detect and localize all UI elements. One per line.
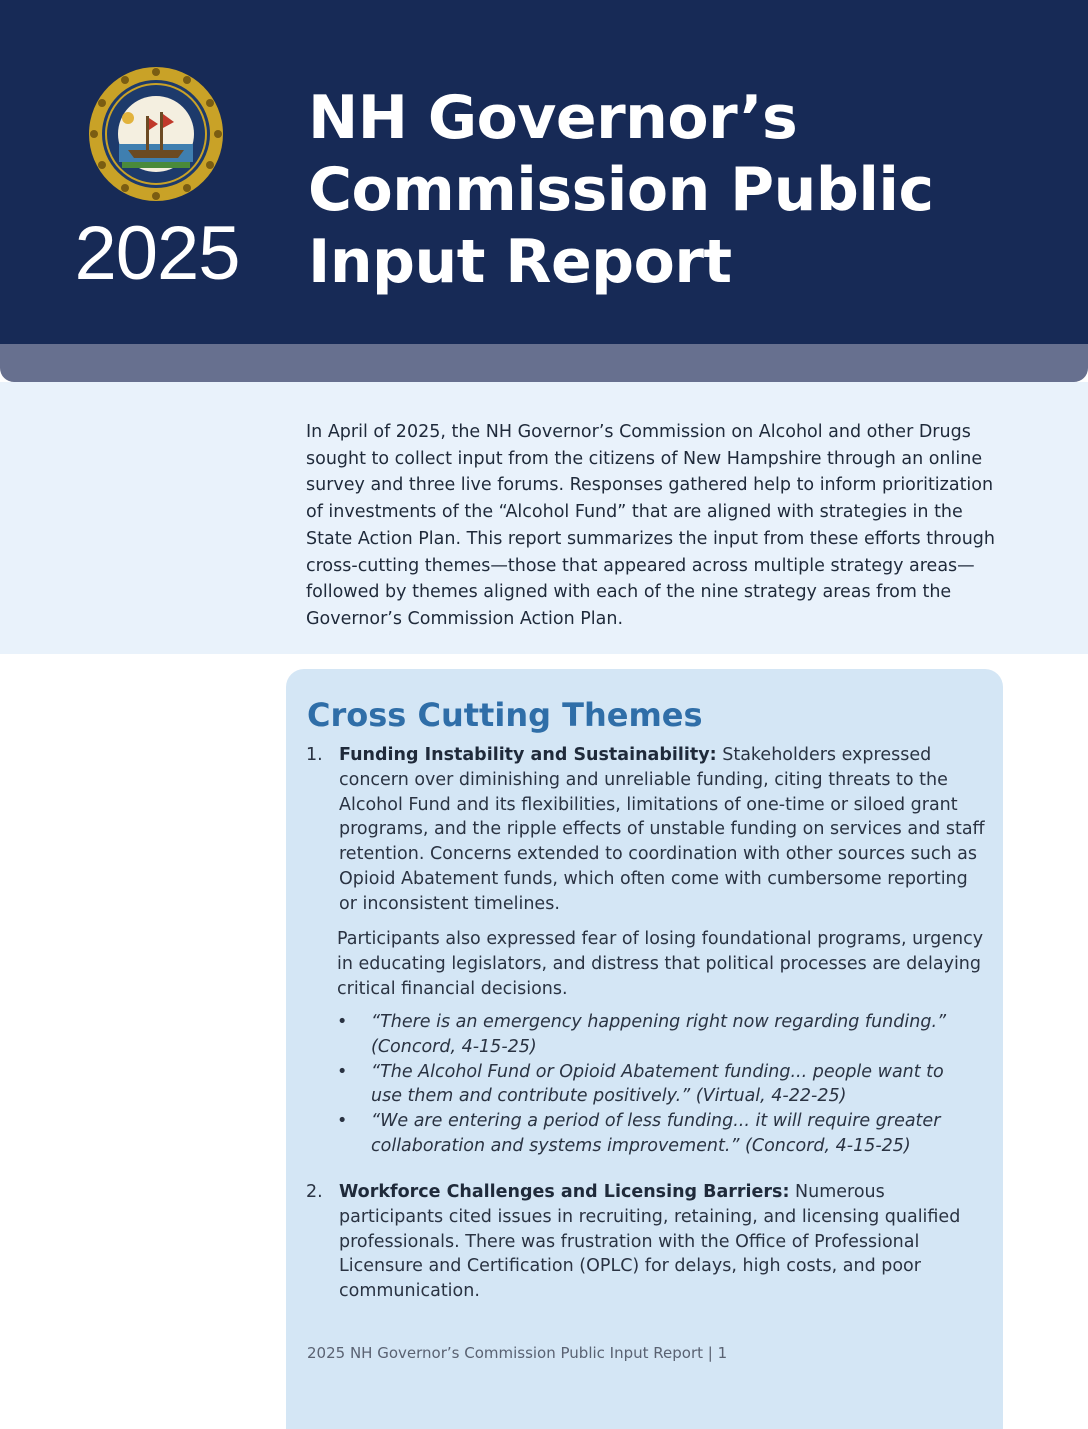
theme-item: [306, 1180, 986, 1304]
quote-item: [337, 1010, 977, 1060]
item-lead: Workforce Challenges and Licensing Barriers:: [339, 1182, 790, 1202]
item-text: Numerous participants cited issues in recruiting, retaining, and licensing qualified professionals. There was frustration with the Office of Professional Licensure and Certification (OPLC) for delays, high costs, and poor communication.: [339, 1182, 961, 1302]
item-body: [339, 1180, 986, 1304]
item-number: 1.: [306, 745, 323, 765]
item-body: [339, 743, 986, 917]
state-seal-icon: [88, 66, 224, 202]
quote-item: [337, 1109, 977, 1159]
followup-paragraph: Participants also expressed fear of losing foundational programs, urgency in educating legislators, and distress that political processes are delaying critical financial decisions.: [337, 929, 984, 999]
bullet-icon: •: [337, 1111, 348, 1132]
page-title: NH Governor’s Commission Public Input Report: [308, 83, 934, 297]
quote-text: “We are entering a period of less funding... it will require greater collaboration and systems improvement.” (Concord, 4-15-25): [371, 1111, 941, 1156]
quote-item: [337, 1060, 977, 1110]
theme-item: [306, 743, 986, 917]
item-number: 2.: [306, 1182, 323, 1202]
item-text: Stakeholders expressed concern over diminishing and unreliable funding, citing threats to the Alcohol Fund and its flexibilities, limitations of one-time or siloed grant programs, and the ripple effects of unstable funding on services and staff retention. Concerns extended to coordination with other sources such as Opioid Abatement funds, which often come with cumbersome reporting or inconsistent timelines.: [339, 745, 985, 914]
header-band: [0, 344, 1088, 382]
quote-text: “There is an emergency happening right now regarding funding.” (Concord, 4-15-25): [371, 1012, 947, 1057]
item-lead: Funding Instability and Sustainability:: [339, 745, 717, 765]
section-title: Cross Cutting Themes: [307, 696, 703, 734]
bullet-icon: •: [337, 1012, 348, 1032]
report-year: 2025: [74, 211, 240, 296]
quote-text: “The Alcohol Fund or Opioid Abatement funding... people want to use them and contribute positively.” (Virtual, 4-22-25): [371, 1061, 944, 1107]
bullet-icon: •: [337, 1061, 348, 1082]
quote-list: [337, 1010, 977, 1159]
intro-paragraph: In April of 2025, the NH Governor’s Commission on Alcohol and other Drugs sought to collect input from the citizens of New Hampshire through an online survey and three live forums. Responses gathered help to inform prioritization of investments of the “Alcohol Fund” that are aligned with strategies in the State Action Plan. This report summarizes the input from these efforts through cross-cutting themes—those that appeared across multiple strategy areas—followed by themes aligned with each of the nine strategy areas from the Governor’s Commission Action Plan.: [306, 422, 996, 629]
page-footer: 2025 NH Governor’s Commission Public Input Report | 1: [307, 1344, 728, 1362]
